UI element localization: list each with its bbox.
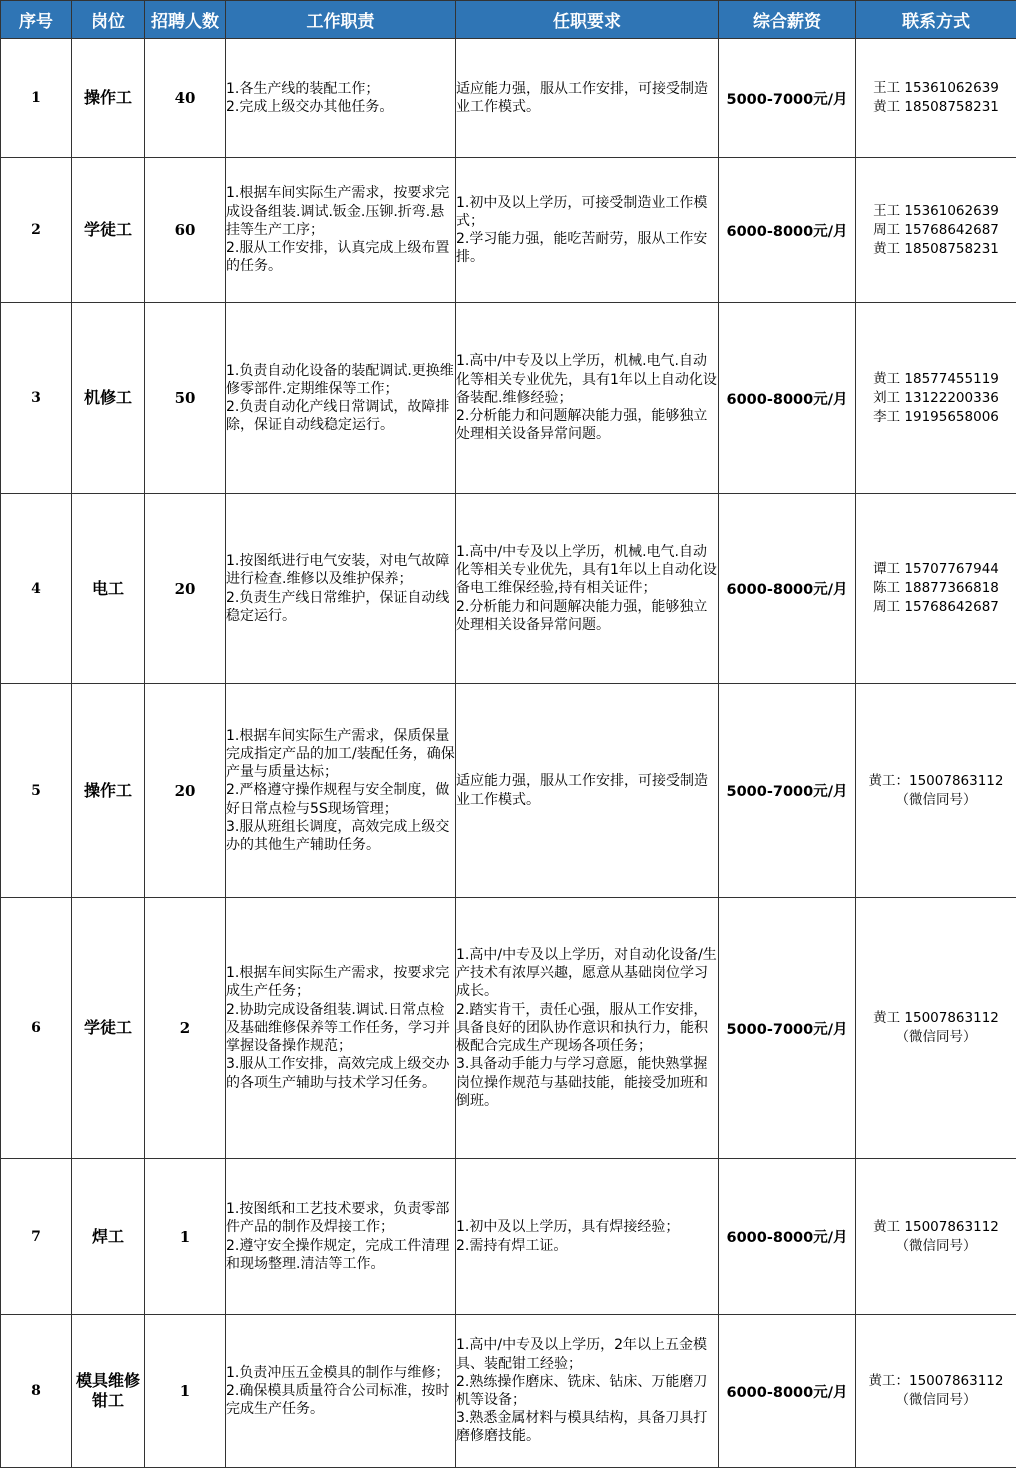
requirement-line: 2.需持有焊工证。	[456, 1237, 568, 1254]
position-cell: 机修工	[72, 303, 145, 494]
table-row	[1, 898, 1016, 1159]
table-row	[1, 303, 1016, 494]
requirement-line: 2.分析能力和问题解决能力强，能够独立处理相关设备异常问题。	[456, 598, 708, 633]
contact-line: 黄工：15007863112	[868, 772, 1004, 789]
contact-cell	[856, 303, 1016, 494]
salary-cell: 6000-8000元/月	[719, 1159, 856, 1315]
position-cell: 学徒工	[72, 898, 145, 1159]
headcount-cell: 50	[145, 303, 226, 494]
row-number: 3	[1, 303, 72, 494]
requirements-cell	[456, 494, 719, 684]
requirement-line: 适应能力强，服从工作安排，可接受制造业工作模式。	[456, 80, 708, 115]
table-row	[1, 1159, 1016, 1315]
requirement-line: 1.初中及以上学历，具有焊接经验；	[456, 1219, 680, 1236]
table-row	[1, 1315, 1016, 1468]
duties-cell	[226, 898, 456, 1159]
duty-line: 1.按图纸进行电气安装，对电气故障进行检查.维修以及维护保养；	[226, 553, 450, 588]
duty-line: 1.根据车间实际生产需求，按要求完成设备组装.调试.钣金.压铆.折弯.悬挂等生产工序；	[226, 185, 450, 238]
contact-cell	[856, 898, 1016, 1159]
salary-cell: 6000-8000元/月	[719, 1315, 856, 1468]
salary-cell: 5000-7000元/月	[719, 684, 856, 898]
header-duties: 工作职责	[226, 1, 456, 39]
requirements-cell	[456, 684, 719, 898]
duties-cell	[226, 684, 456, 898]
duty-line: 3.服从班组长调度，高效完成上级交办的其他生产辅助任务。	[226, 818, 450, 853]
header-count: 招聘人数	[145, 1, 226, 39]
contact-line: 黄工 15007863112	[873, 1218, 999, 1235]
table-row	[1, 684, 1016, 898]
duty-line: 1.各生产线的装配工作；	[226, 80, 380, 97]
row-number: 4	[1, 494, 72, 684]
requirements-cell	[456, 303, 719, 494]
contact-line: 谭工 15707767944	[873, 561, 999, 577]
contact-line: 黄工 18577455119	[873, 370, 999, 387]
headcount-cell: 2	[145, 898, 226, 1159]
headcount-cell: 60	[145, 158, 226, 303]
requirements-cell	[456, 898, 719, 1159]
contact-line: 黄工 15007863112	[873, 1010, 999, 1026]
contact-line: （微信同号）	[895, 1392, 977, 1408]
table-row	[1, 494, 1016, 684]
contact-cell	[856, 158, 1016, 303]
header-salary: 综合薪资	[719, 1, 856, 39]
contact-line: 黄工 18508758231	[873, 240, 999, 257]
requirement-line: 1.高中/中专及以上学历，机械.电气.自动化等相关专业优先，具有1年以上自动化设备装配.维修经验；	[456, 353, 717, 406]
requirement-line: 1.高中/中专及以上学历，2年以上五金模具、装配钳工经验；	[456, 1337, 707, 1372]
position-cell: 电工	[72, 494, 145, 684]
requirements-cell	[456, 1159, 719, 1315]
requirements-cell	[456, 158, 719, 303]
contact-cell	[856, 494, 1016, 684]
duty-line: 1.按图纸和工艺技术要求，负责零部件产品的制作及焊接工作；	[226, 1201, 450, 1236]
row-number: 5	[1, 684, 72, 898]
requirements-cell	[456, 39, 719, 158]
requirement-line: 2.分析能力和问题解决能力强，能够独立处理相关设备异常问题。	[456, 408, 708, 443]
row-number: 1	[1, 39, 72, 158]
duties-cell	[226, 1315, 456, 1468]
headcount-cell: 20	[145, 684, 226, 898]
header-requirements: 任职要求	[456, 1, 719, 39]
duty-line: 1.根据车间实际生产需求，保质保量完成指定产品的加工/装配任务，确保产量与质量达标；	[226, 727, 455, 781]
position-cell: 学徒工	[72, 158, 145, 303]
contact-cell	[856, 39, 1016, 158]
table-header-row	[1, 1, 1016, 39]
row-number: 2	[1, 158, 72, 303]
headcount-cell: 1	[145, 1159, 226, 1315]
duties-cell	[226, 303, 456, 494]
duties-cell	[226, 1159, 456, 1315]
duty-line: 2.负责自动化产线日常调试，故障排除，保证自动线稳定运行。	[226, 399, 450, 434]
contact-line: 黄工：15007863112	[868, 1373, 1004, 1389]
headcount-cell: 20	[145, 494, 226, 684]
duty-line: 2.遵守安全操作规定，完成工件清理和现场整理.清洁等工作。	[226, 1237, 450, 1272]
requirement-line: 3.熟悉金属材料与模具结构，具备刀具打磨修磨技能。	[456, 1410, 708, 1445]
salary-cell: 6000-8000元/月	[719, 494, 856, 684]
headcount-cell: 1	[145, 1315, 226, 1468]
position-cell: 模具维修钳工	[72, 1315, 145, 1468]
salary-cell: 5000-7000元/月	[719, 898, 856, 1159]
requirement-line: 2.熟练操作磨床、铣床、钻床、万能磨刀机等设备；	[456, 1373, 708, 1408]
duties-cell	[226, 158, 456, 303]
contact-line: （微信同号）	[895, 1029, 977, 1045]
duty-line: 1.负责自动化设备的装配调试.更换维修零部件.定期维保等工作；	[226, 362, 454, 397]
row-number: 7	[1, 1159, 72, 1315]
position-cell: 操作工	[72, 684, 145, 898]
headcount-cell: 40	[145, 39, 226, 158]
requirement-line: 1.高中/中专及以上学历，对自动化设备/生产技术有浓厚兴趣，愿意从基础岗位学习成长。	[456, 947, 717, 1000]
duties-cell	[226, 494, 456, 684]
duty-line: 1.根据车间实际生产需求，按要求完成生产任务；	[226, 965, 450, 1000]
contact-line: 周工 15768642687	[873, 221, 999, 238]
contact-line: 王工 15361062639	[873, 80, 999, 96]
table-row	[1, 158, 1016, 303]
contact-line: 王工 15361062639	[873, 202, 999, 219]
table-row	[1, 39, 1016, 158]
position-cell: 操作工	[72, 39, 145, 158]
header-no: 序号	[1, 1, 72, 39]
row-number: 6	[1, 898, 72, 1159]
duty-line: 2.协助完成设备组装.调试.日常点检及基础维修保养等工作任务，学习并掌握设备操作规范；	[226, 1001, 450, 1055]
contact-line: 李工 19195658006	[873, 408, 999, 425]
duty-line: 2.确保模具质量符合公司标准，按时完成生产任务。	[226, 1382, 450, 1418]
salary-cell: 5000-7000元/月	[719, 39, 856, 158]
salary-cell: 6000-8000元/月	[719, 303, 856, 494]
row-number: 8	[1, 1315, 72, 1468]
requirement-line: 3.具备动手能力与学习意愿，能快熟掌握岗位操作规范与基础技能，能接受加班和倒班。	[456, 1056, 708, 1109]
duty-line: 1.负责冲压五金模具的制作与维修；	[226, 1364, 450, 1381]
contact-line: 刘工 13122200336	[873, 389, 999, 406]
duty-line: 2.负责生产线日常维护，保证自动线稳定运行。	[226, 589, 450, 624]
requirement-line: 适应能力强，服从工作安排，可接受制造业工作模式。	[456, 773, 708, 808]
contact-line: 周工 15768642687	[873, 599, 999, 615]
header-contact: 联系方式	[856, 1, 1016, 39]
duties-cell	[226, 39, 456, 158]
contact-cell	[856, 1315, 1016, 1468]
requirement-line: 2.踏实肯干，责任心强，服从工作安排，具备良好的团队协作意识和执行力，能积极配合完成生产现场各项任务；	[456, 1001, 708, 1055]
contact-line: （微信同号）	[895, 1237, 977, 1254]
duty-line: 2.完成上级交办其他任务。	[226, 99, 394, 115]
requirement-line: 1.高中/中专及以上学历，机械.电气.自动化等相关专业优先，具有1年以上自动化设备电工维保经验,持有相关证件；	[456, 543, 717, 597]
requirement-line: 2.学习能力强，能吃苦耐劳，服从工作安排。	[456, 231, 708, 266]
contact-line: （微信同号）	[895, 791, 977, 808]
position-cell: 焊工	[72, 1159, 145, 1315]
duty-line: 2.服从工作安排，认真完成上级布置的任务。	[226, 240, 450, 275]
contact-cell	[856, 684, 1016, 898]
contact-line: 陈工 18877366818	[873, 580, 999, 596]
contact-cell	[856, 1159, 1016, 1315]
salary-cell: 6000-8000元/月	[719, 158, 856, 303]
contact-line: 黄工 18508758231	[873, 99, 999, 115]
header-position: 岗位	[72, 1, 145, 39]
requirements-cell	[456, 1315, 719, 1468]
duty-line: 2.严格遵守操作规程与安全制度，做好日常点检与5S现场管理；	[226, 782, 450, 817]
duty-line: 3.服从工作安排，高效完成上级交办的各项生产辅助与技术学习任务。	[226, 1056, 450, 1091]
requirement-line: 1.初中及以上学历，可接受制造业工作模式；	[456, 194, 708, 229]
